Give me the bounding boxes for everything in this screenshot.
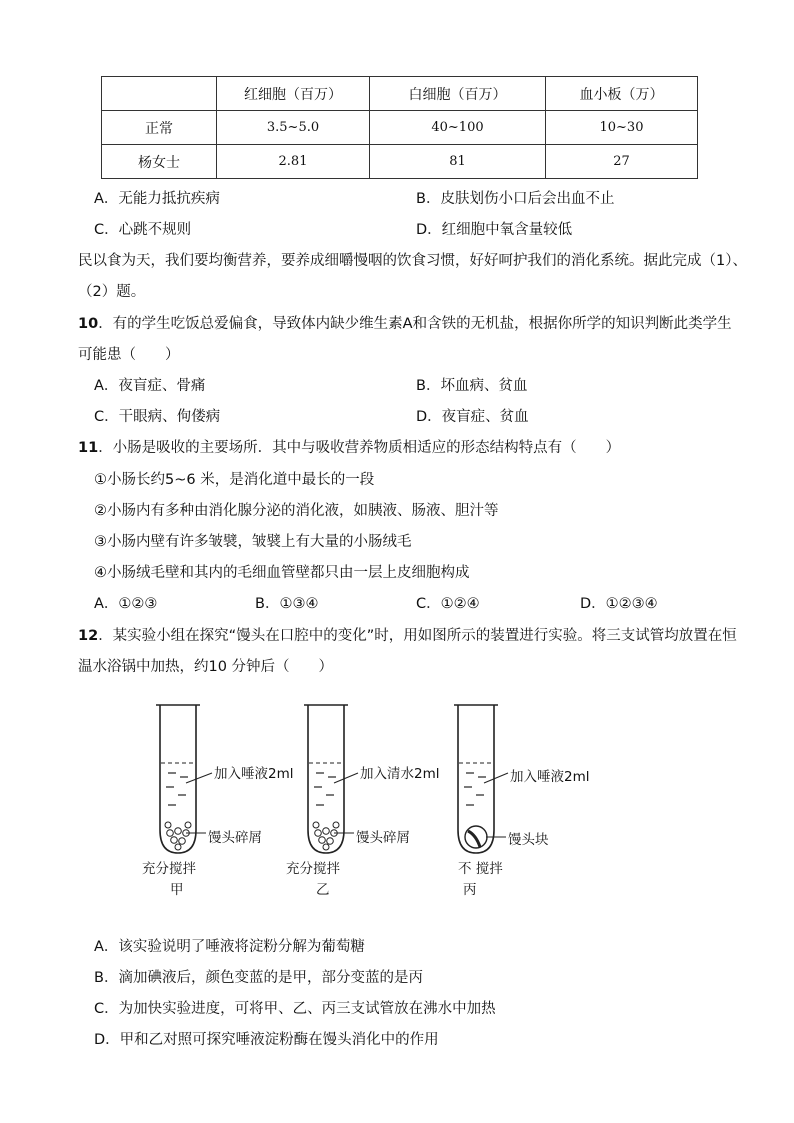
tube-yi-solid-label: 馒头碎屑	[356, 830, 410, 846]
intro-line-2: （2）题。	[78, 284, 146, 300]
q11-item-1: ①小肠长约5~6 米，是消化道中最长的一段	[94, 472, 375, 488]
q12-stem-line-2: 温水浴锅中加热，约10 分钟后（ ）	[78, 659, 334, 675]
table-cell: 3.5~5.0	[217, 111, 370, 145]
table-cell: 10~30	[546, 111, 698, 145]
q9-option-c[interactable]: C．心跳不规则	[94, 222, 192, 238]
table-cell: 杨女士	[102, 145, 217, 179]
tube-jia-stir-label: 充分搅拌	[142, 861, 196, 877]
q10-option-a[interactable]: A．夜盲症、骨痛	[94, 378, 206, 394]
table-row	[102, 111, 698, 145]
table-header-row	[102, 77, 698, 111]
table-cell: 81	[370, 145, 546, 179]
q11-item-2: ②小肠内有多种由消化腺分泌的消化液，如胰液、肠液、胆汁等	[94, 503, 499, 519]
table-header-cell: 白细胞（百万）	[370, 77, 546, 111]
q12-option-c[interactable]: C．为加快实验进度，可将甲、乙、丙三支试管放在沸水中加热	[94, 1001, 496, 1017]
blood-test-table	[101, 76, 698, 179]
q11-stem-text: ．小肠是吸收的主要场所．其中与吸收营养物质相适应的形态结构特点有（ ）	[98, 440, 621, 456]
intro-line-1: 民以食为天，我们要均衡营养，要养成细嚼慢咽的饮食习惯，好好呵护我们的消化系统。据此完成（1）、	[78, 253, 747, 269]
test-tube-figure	[130, 695, 630, 900]
q11-option-d[interactable]: D．①②③④	[580, 596, 658, 612]
table-cell: 正常	[102, 111, 217, 145]
q10-option-d[interactable]: D．夜盲症、贫血	[416, 409, 529, 425]
q12-number: 12	[78, 628, 99, 644]
q12-option-a[interactable]: A．该实验说明了唾液将淀粉分解为葡萄糖	[94, 939, 365, 955]
tube-bing-liquid-label: 加入唾液2ml	[510, 769, 590, 785]
tube-jia-solid-label: 馒头碎屑	[208, 830, 262, 846]
test-tube-jia	[156, 705, 212, 853]
q12-stem-text: ．某实验小组在探究“馒头在口腔中的变化”时，用如图所示的装置进行实验。将三支试管均放置在恒	[98, 628, 737, 644]
tube-yi-name: 乙	[316, 882, 330, 898]
q12-option-b[interactable]: B．滴加碘液后，颜色变蓝的是甲，部分变蓝的是丙	[94, 970, 423, 986]
q10-number: 10	[78, 316, 99, 332]
q10-option-b[interactable]: B．坏血病、贫血	[416, 378, 528, 394]
tube-bing-name: 丙	[463, 882, 477, 898]
q9-option-a[interactable]: A．无能力抵抗疾病	[94, 191, 220, 207]
table-row	[102, 145, 698, 179]
tube-bing-stir-label: 不 搅拌	[458, 861, 503, 877]
table-cell: 2.81	[217, 145, 370, 179]
test-tube-bing	[454, 705, 508, 853]
tube-jia-liquid-label: 加入唾液2ml	[214, 766, 294, 782]
tube-yi-stir-label: 充分搅拌	[286, 861, 340, 877]
q11-option-b[interactable]: B．①③④	[255, 596, 319, 612]
q9-option-b[interactable]: B．皮肤划伤小口后会出血不止	[416, 191, 615, 207]
tube-yi-liquid-label: 加入清水2ml	[360, 766, 440, 782]
table-header-cell: 血小板（万）	[546, 77, 698, 111]
test-tube-yi	[304, 705, 358, 853]
q11-stem	[78, 436, 620, 457]
table-header-cell	[102, 77, 217, 111]
q11-option-c[interactable]: C．①②④	[416, 596, 480, 612]
q11-option-a[interactable]: A．①②③	[94, 596, 158, 612]
q11-item-4: ④小肠绒毛壁和其内的毛细血管壁都只由一层上皮细胞构成	[94, 565, 470, 581]
q11-number: 11	[78, 440, 99, 456]
q12-stem-line-1	[78, 624, 737, 645]
table-cell: 40~100	[370, 111, 546, 145]
q10-stem-line-1	[78, 312, 732, 333]
table-header-cell: 红细胞（百万）	[217, 77, 370, 111]
table-cell: 27	[546, 145, 698, 179]
q12-option-d[interactable]: D．甲和乙对照可探究唾液淀粉酶在馒头消化中的作用	[94, 1032, 439, 1048]
q10-option-c[interactable]: C．干眼病、佝偻病	[94, 409, 221, 425]
q9-option-d[interactable]: D．红细胞中氧含量较低	[416, 222, 573, 238]
tube-jia-name: 甲	[170, 882, 184, 898]
tube-bing-solid-label: 馒头块	[508, 832, 549, 848]
q10-stem-line-2: 可能患（ ）	[78, 347, 180, 363]
q10-stem-text: ．有的学生吃饭总爱偏食，导致体内缺少维生素A和含铁的无机盐，根据你所学的知识判断此类学生	[98, 316, 732, 332]
q11-item-3: ③小肠内壁有许多皱襞，皱襞上有大量的小肠绒毛	[94, 534, 412, 550]
